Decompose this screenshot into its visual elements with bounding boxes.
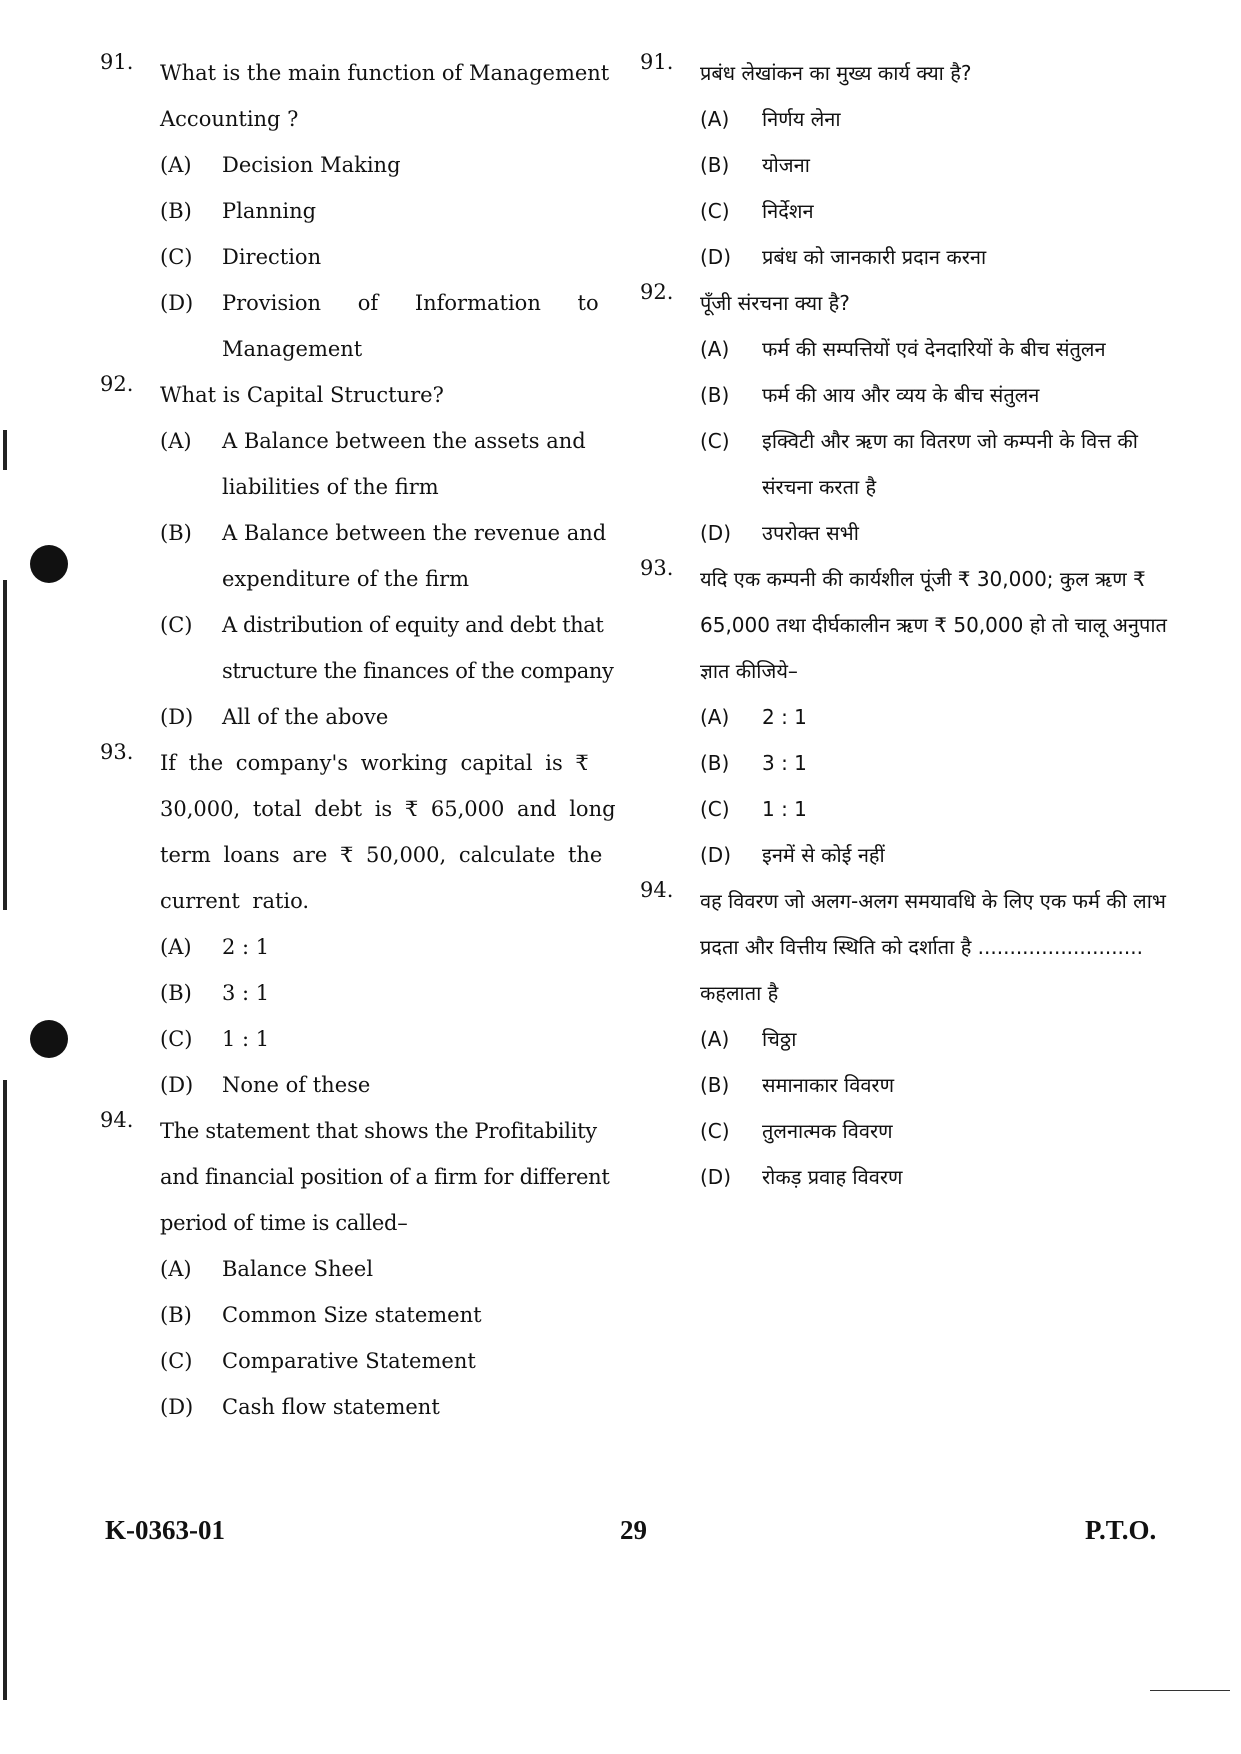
- option: (D) None of these: [160, 1073, 371, 1097]
- option: (C) 1 : 1: [700, 797, 807, 821]
- question-text: वह विवरण जो अलग-अलग समयावधि के लिए एक फर्म की लाभ प्रदता और वित्तीय स्थिति को दर्शाता है .......................... कहलाता है: [700, 889, 1166, 1005]
- option: (D) रोकड़ प्रवाह विवरण: [700, 1165, 903, 1189]
- option: (B) 3 : 1: [700, 751, 807, 775]
- option: (A) निर्णय लेना: [700, 107, 841, 131]
- option: (B) Planning: [160, 199, 317, 223]
- question-94-hi: [640, 878, 1170, 1200]
- question-91-en: [100, 50, 625, 372]
- option: (B) फर्म की आय और व्यय के बीच संतुलन: [700, 383, 1040, 407]
- option: (A) A Balance between the assets and liabilities of the firm: [160, 429, 586, 499]
- option: (D) Provision of Information to Management: [160, 291, 599, 361]
- option: (D) All of the above: [160, 705, 389, 729]
- punch-hole: [30, 1020, 68, 1058]
- option: (C) A distribution of equity and debt that structure the finances of the company: [160, 613, 614, 683]
- question-text: यदि एक कम्पनी की कार्यशील पूंजी ₹ 30,000; कुल ऋण ₹ 65,000 तथा दीर्घकालीन ऋण ₹ 50,000 हो तो चालू अनुपात ज्ञात कीजिये–: [700, 567, 1167, 683]
- option: (D) प्रबंध को जानकारी प्रदान करना: [700, 245, 987, 269]
- english-column: [100, 50, 625, 1430]
- punch-hole: [30, 545, 68, 583]
- option: (B) समानाकार विवरण: [700, 1073, 895, 1097]
- option: (D) Cash flow statement: [160, 1395, 440, 1419]
- question-number: 92.: [100, 372, 134, 396]
- option: (B) A Balance between the revenue and expenditure of the firm: [160, 521, 607, 591]
- option: (A) 2 : 1: [160, 935, 270, 959]
- page-number: 29: [620, 1515, 647, 1545]
- paper-code: K-0363-01: [105, 1515, 225, 1545]
- option: (C) Direction: [160, 245, 322, 269]
- hindi-column: [640, 50, 1170, 1200]
- option: (B) योजना: [700, 153, 810, 177]
- option: (A) चिठ्ठा: [700, 1027, 797, 1051]
- option: (D) इनमें से कोई नहीं: [700, 843, 885, 867]
- option: (A) Decision Making: [160, 153, 401, 177]
- question-text: The statement that shows the Profitability and financial position of a firm for different period of time is called–: [160, 1119, 610, 1235]
- pto-label: P.T.O.: [1085, 1515, 1157, 1545]
- question-number: 91.: [100, 50, 134, 74]
- question-93-en: [100, 740, 625, 1108]
- question-number: 94.: [100, 1108, 134, 1132]
- question-number: 93.: [640, 556, 674, 580]
- question-91-hi: [640, 50, 1170, 280]
- option: (A) Balance Sheel: [160, 1257, 374, 1281]
- scan-edge-mark: [3, 580, 7, 910]
- question-number: 92.: [640, 280, 674, 304]
- corner-rule: [1150, 1690, 1230, 1691]
- option: (C) 1 : 1: [160, 1027, 270, 1051]
- question-94-en: [100, 1108, 625, 1430]
- scan-edge-mark: [3, 1080, 7, 1700]
- question-92-en: [100, 372, 625, 740]
- question-text: पूँजी संरचना क्या है?: [700, 291, 850, 315]
- option: (B) 3 : 1: [160, 981, 270, 1005]
- question-93-hi: [640, 556, 1170, 878]
- question-number: 91.: [640, 50, 674, 74]
- option: (A) 2 : 1: [700, 705, 807, 729]
- option: (C) इक्विटी और ऋण का वितरण जो कम्पनी के वित्त की संरचना करता है: [700, 429, 1138, 499]
- question-number: 94.: [640, 878, 674, 902]
- question-text: प्रबंध लेखांकन का मुख्य कार्य क्या है?: [700, 61, 972, 85]
- option: (C) निर्देशन: [700, 199, 814, 223]
- question-text: What is Capital Structure?: [160, 383, 444, 407]
- question-number: 93.: [100, 740, 134, 764]
- option: (C) Comparative Statement: [160, 1349, 476, 1373]
- option: (A) फर्म की सम्पत्तियों एवं देनदारियों के बीच संतुलन: [700, 337, 1106, 361]
- question-92-hi: [640, 280, 1170, 556]
- option: (B) Common Size statement: [160, 1303, 482, 1327]
- question-text: If the company's working capital is ₹ 30,000, total debt is ₹ 65,000 and long term loans are ₹ 50,000, calculate the current ratio.: [160, 751, 616, 913]
- option: (C) तुलनात्मक विवरण: [700, 1119, 893, 1143]
- option: (D) उपरोक्त सभी: [700, 521, 859, 545]
- question-text: What is the main function of Management Accounting ?: [160, 61, 610, 131]
- scan-edge-mark: [3, 430, 7, 470]
